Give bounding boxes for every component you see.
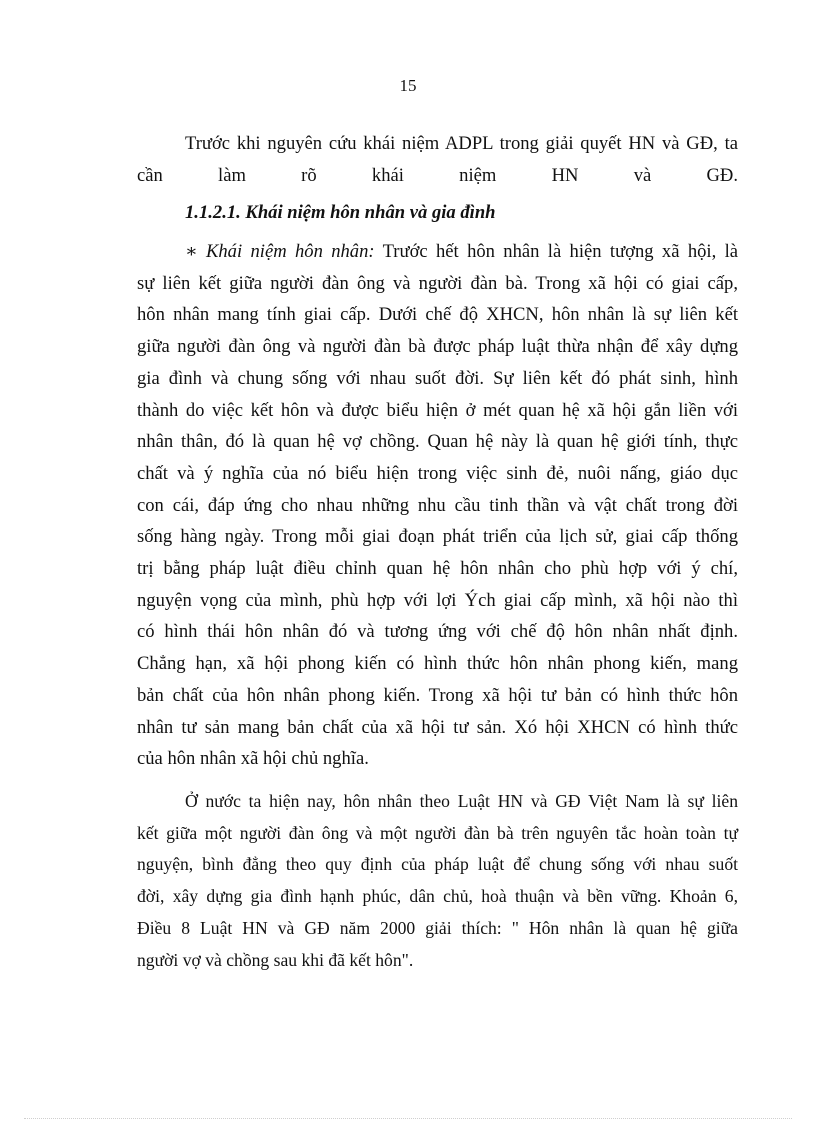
text-line: trị bằng pháp luật điều chỉnh quan hệ hôn nhân cho phù hợp với ý chí, — [137, 558, 738, 580]
text-line: có hình thái hôn nhân đó và tương ứng với chế độ hôn nhân nhất định. — [137, 621, 738, 643]
text-line: kết giữa một người đàn ông và một người đàn bà trên nguyên tắc hoàn toàn tự — [137, 822, 738, 843]
text-line: Trước khi nguyên cứu khái niệm ADPL trong giải quyết HN và GĐ, ta — [185, 133, 738, 154]
text-line: người vợ và chồng sau khi đã kết hôn". — [137, 949, 414, 970]
text-line: nhân tư sản mang bản chất của xã hội tư sản. Xó hội XHCN có hình thức — [137, 716, 738, 738]
law-definition-paragraph — [137, 786, 738, 976]
text-line: sống hàng ngày. Trong mỗi giai đoạn phát triển của lịch sử, giai cấp thống — [137, 526, 738, 548]
text-line: nhân thân, đó là quan hệ vợ chồng. Quan hệ này là quan hệ giới tính, thực — [137, 431, 738, 453]
text-line: con cái, đáp ứng cho nhau những nhu cầu tinh thần và vật chất trong đời — [137, 494, 738, 516]
page-number: 15 — [399, 76, 417, 95]
concept-lead: ∗ Khái niệm hôn nhân: — [185, 241, 375, 262]
text-line: nguyện vọng của mình, phù hợp với lợi Ých giai cấp mình, xã hội nào thì — [137, 589, 738, 611]
text-fragment: Trước hết hôn nhân là hiện tượng xã hội, là — [374, 241, 738, 262]
text-line: nguyện, bình đẳng theo quy định của pháp luật để chung sống với nhau suốt — [137, 854, 738, 875]
section-heading: 1.1.2.1. Khái niệm hôn nhân và gia đình — [185, 202, 496, 223]
text-line: gia đình và chung sống với nhau suốt đời. Sự liên kết đó phát sinh, hình — [137, 367, 738, 389]
text-line: sự liên kết giữa người đàn ông và người đàn bà. Trong xã hội có giai cấp, — [137, 272, 738, 294]
text-line: Ở nước ta hiện nay, hôn nhân theo Luật HN và GĐ Việt Nam là sự liên — [185, 791, 738, 811]
intro-paragraph — [137, 128, 738, 191]
text-line: Chẳng hạn, xã hội phong kiến có hình thức hôn nhân phong kiến, mang — [137, 653, 738, 675]
text-line: của hôn nhân xã hội chủ nghĩa. — [137, 748, 369, 770]
text-line — [137, 236, 738, 268]
page-bottom-rule — [24, 1118, 792, 1119]
text-line: đời, xây dựng gia đình hạnh phúc, dân chủ, hoà thuận và bền vững. Khoản 6, — [137, 886, 738, 907]
text-line: hôn nhân mang tính giai cấp. Dưới chế độ XHCN, hôn nhân là sự liên kết — [137, 304, 738, 326]
text-line: bản chất của hôn nhân phong kiến. Trong xã hội tư bản có hình thức hôn — [137, 684, 738, 706]
text-line: giữa người đàn ông và người đàn bà được pháp luật thừa nhận để xây dựng — [137, 336, 738, 358]
text-line: cần làm rõ khái niệm HN và GĐ. — [137, 164, 738, 186]
text-line: chất và ý nghĩa của nó biểu hiện trong việc sinh đẻ, nuôi nấng, giáo dục — [137, 462, 738, 484]
marriage-concept-paragraph — [137, 236, 738, 775]
text-line: Điều 8 Luật HN và GĐ năm 2000 giải thích: " Hôn nhân là quan hệ giữa — [137, 917, 738, 938]
text-line: thành do việc kết hôn và được biểu hiện ở mét quan hệ xã hội gắn liền với — [137, 399, 738, 421]
